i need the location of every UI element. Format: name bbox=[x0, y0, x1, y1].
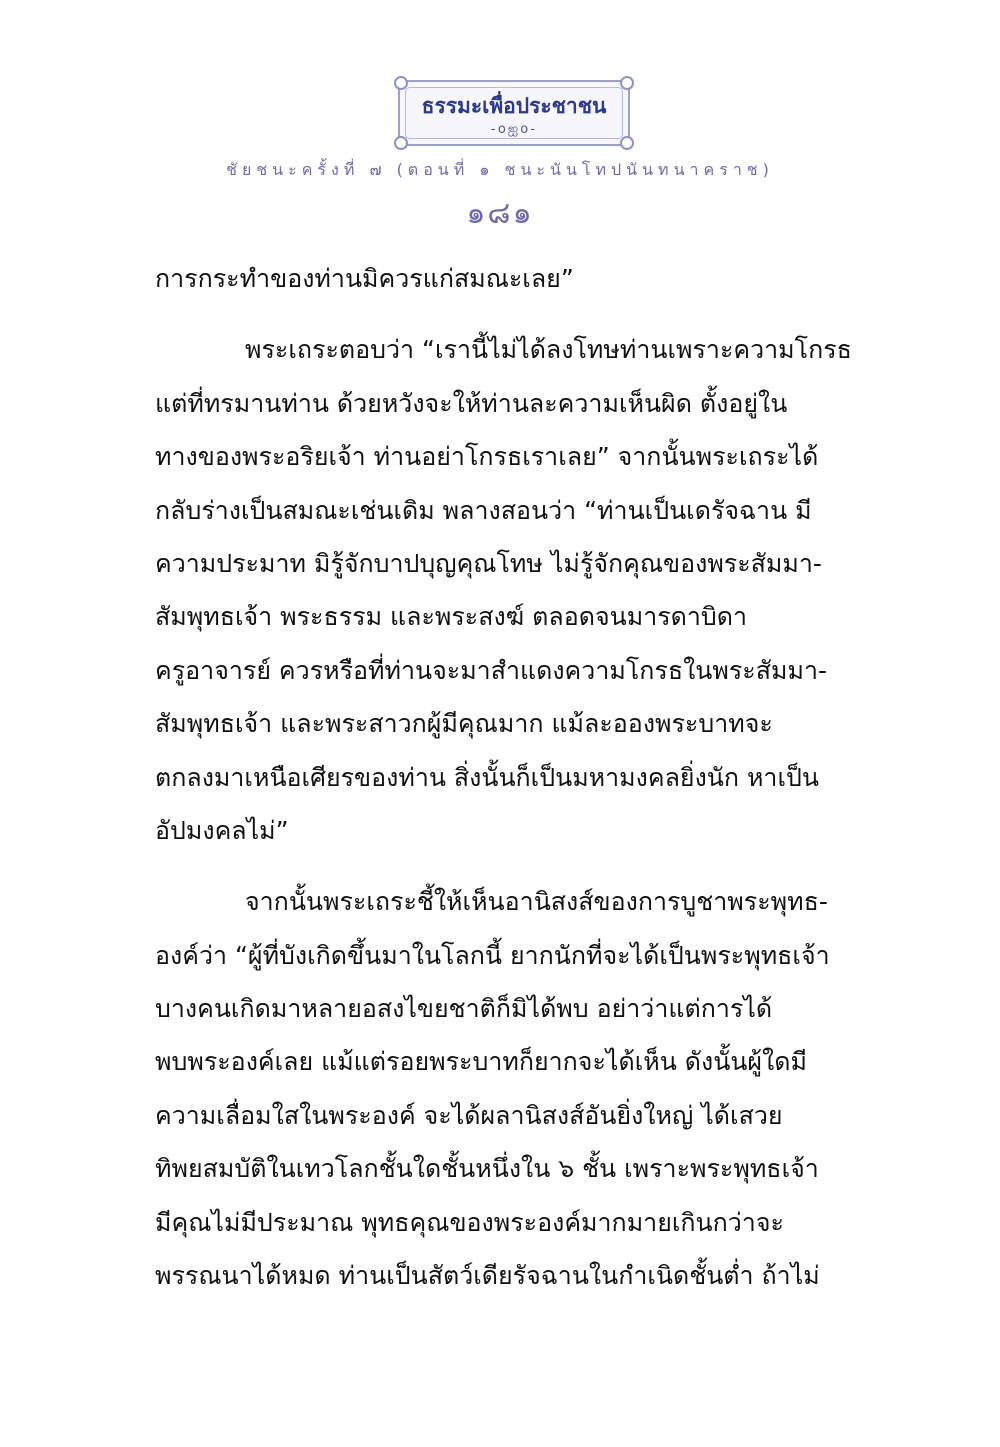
text-line: การกระทำของท่านมิควรแก่สมณะเลย” bbox=[155, 264, 574, 293]
logo-corner-ornament bbox=[620, 76, 634, 90]
text-line: ทางของพระอริยเจ้า ท่านอย่าโกรธเราเลย” จากนั้นพระเถระได้ bbox=[155, 442, 819, 472]
text-line: สัมพุทธเจ้า พระธรรม และพระสงฆ์ ตลอดจนมารดาบิดา bbox=[155, 602, 748, 632]
logo-frame bbox=[398, 80, 630, 146]
text-line-indented: จากนั้นพระเถระชี้ให้เห็นอานิสงส์ของการบูชาพระพุทธ- bbox=[245, 887, 828, 917]
text-line: มีคุณไม่มีประมาณ พุทธคุณของพระองค์มากมายเกินกว่าจะ bbox=[155, 1207, 784, 1237]
text-line: สัมพุทธเจ้า และพระสาวกผู้มีคุณมาก แม้ละอองพระบาทจะ bbox=[155, 709, 773, 739]
text-line: ความเลื่อมใสในพระองค์ จะได้ผลานิสงส์อันยิ่งใหญ่ ได้เสวย bbox=[155, 1100, 783, 1130]
body-text bbox=[155, 252, 875, 1302]
text-line: พบพระองค์เลย แม้แต่รอยพระบาทก็ยากจะได้เห็น ดังนั้นผู้ใดมี bbox=[155, 1047, 807, 1077]
page-number: ๑๘๑ bbox=[466, 196, 534, 231]
text-line-indented: พระเถระตอบว่า “เรานี้ไม่ได้ลงโทษท่านเพราะความโกรธ bbox=[245, 335, 852, 365]
logo-corner-ornament bbox=[394, 136, 408, 150]
text-line: ตกลงมาเหนือเศียรของท่าน สิ่งนั้นก็เป็นมหามงคลยิ่งนัก หาเป็น bbox=[155, 762, 819, 792]
logo-ornament: -oஐo- bbox=[490, 122, 538, 137]
logo-corner-ornament bbox=[394, 76, 408, 90]
text-line: แต่ที่ทรมานท่าน ด้วยหวังจะให้ท่านละความเห็นผิด ตั้งอยู่ใน bbox=[155, 388, 788, 418]
logo-corner-ornament bbox=[620, 136, 634, 150]
logo-title: ธรรมะเพื่อประชาชน bbox=[421, 93, 607, 118]
text-line: ความประมาท มิรู้จักบาปบุญคุณโทษ ไม่รู้จักคุณของพระสัมมา- bbox=[155, 548, 822, 578]
chapter-subtitle: ชัยชนะครั้งที่ ๗ (ตอนที่ ๑ ชนะนันโทปนันทนาคราช) bbox=[226, 160, 774, 179]
text-line: พรรณนาได้หมด ท่านเป็นสัตว์เดียรัจฉานในกำเนิดชั้นต่ำ ถ้าไม่ bbox=[155, 1261, 820, 1291]
text-line: ครูอาจารย์ ควรหรือที่ท่านจะมาสำแดงความโกรธในพระสัมมา- bbox=[155, 655, 827, 685]
text-line: บางคนเกิดมาหลายอสงไขยชาติก็มิได้พบ อย่าว่าแต่การได้ bbox=[155, 994, 773, 1024]
text-line: ทิพยสมบัติในเทวโลกชั้นใดชั้นหนึ่งใน ๖ ชั้น เพราะพระพุทธเจ้า bbox=[155, 1154, 819, 1184]
text-line: องค์ว่า “ผู้ที่บังเกิดขึ้นมาในโลกนี้ ยากนักที่จะได้เป็นพระพุทธเจ้า bbox=[155, 940, 830, 970]
text-line: อัปมงคลไม่” bbox=[155, 815, 289, 845]
text-line: กลับร่างเป็นสมณะเช่นเดิม พลางสอนว่า “ท่านเป็นเดรัจฉาน มี bbox=[155, 495, 812, 525]
